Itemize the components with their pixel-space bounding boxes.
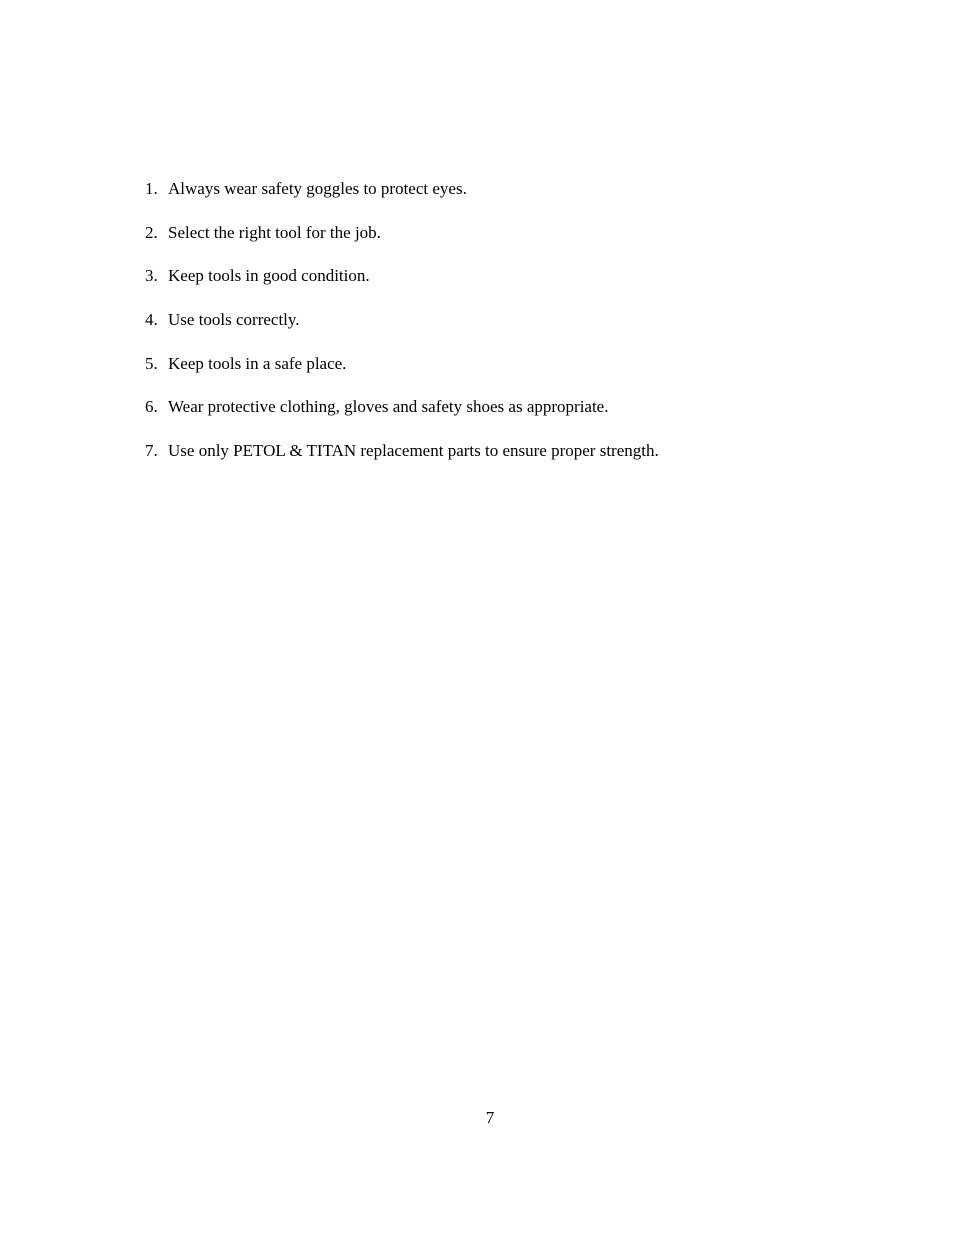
- list-item-number: 7.: [145, 441, 158, 461]
- list-item-text: Wear protective clothing, gloves and safety shoes as appropriate.: [168, 397, 609, 417]
- list-item-number: 1.: [145, 179, 158, 198]
- list-item-text: Keep tools in good condition.: [168, 266, 370, 286]
- list-item: [145, 178, 659, 200]
- list-item-text: Always wear safety goggles to protect eyes.: [168, 179, 467, 198]
- list-item: [145, 353, 659, 375]
- list-item-text: Use tools correctly.: [168, 310, 300, 330]
- list-item-number: 3.: [145, 266, 158, 286]
- list-item-text: Keep tools in a safe place.: [168, 353, 347, 373]
- list-item-number: 6.: [145, 397, 158, 417]
- safety-instructions-list: [145, 178, 659, 484]
- list-item-number: 5.: [145, 353, 158, 373]
- list-item: [145, 396, 659, 418]
- page-number: 7: [485, 1108, 495, 1127]
- list-item-text: Select the right tool for the job.: [168, 222, 381, 242]
- list-item: [145, 440, 659, 462]
- list-item-number: 4.: [145, 310, 158, 330]
- list-item: [145, 222, 659, 244]
- list-item-number: 2.: [145, 222, 158, 242]
- list-item: [145, 309, 659, 331]
- list-item: [145, 265, 659, 287]
- list-item-text: Use only PETOL & TITAN replacement parts to ensure proper strength.: [168, 441, 659, 461]
